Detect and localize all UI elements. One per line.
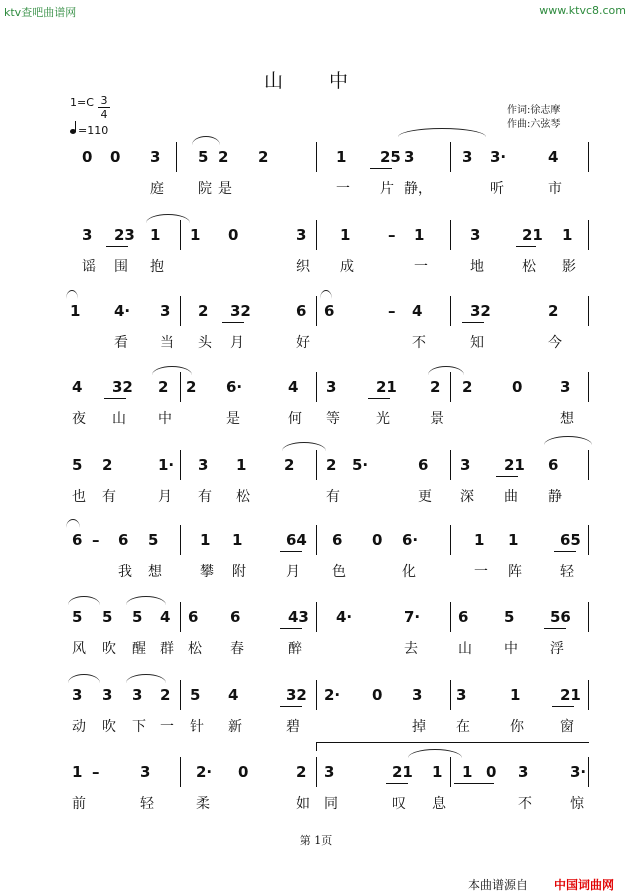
lyric: 有 xyxy=(198,489,212,505)
lyric: 叹 xyxy=(392,796,406,812)
lyric: 看 xyxy=(114,335,128,351)
lyric: 春 xyxy=(230,641,244,657)
beam-underline xyxy=(554,551,576,552)
slur xyxy=(146,214,190,223)
bar-line xyxy=(588,372,589,402)
lyric: 市 xyxy=(548,181,562,197)
note: 32 xyxy=(470,302,491,320)
bar-line xyxy=(316,757,317,787)
tempo-marking xyxy=(70,124,108,137)
lyric: 中 xyxy=(158,411,172,427)
lyric: 织 xyxy=(296,259,310,275)
bar-line xyxy=(450,220,451,250)
lyric: 好 xyxy=(296,335,310,351)
lyric: 想 xyxy=(148,564,162,580)
note: 5 xyxy=(190,686,201,704)
bar-line xyxy=(316,220,317,250)
note: 3 xyxy=(404,148,415,166)
lyric: 去 xyxy=(404,641,418,657)
lyric: 抱 xyxy=(150,259,164,275)
lyric: 曲 xyxy=(504,489,518,505)
lyric: 夜 xyxy=(72,411,86,427)
note: 2· xyxy=(196,763,213,781)
note: 1 xyxy=(562,226,573,244)
note: 5 xyxy=(102,608,113,626)
lyric: 不 xyxy=(518,796,532,812)
bar-line xyxy=(450,757,451,787)
note: 0 xyxy=(486,763,497,781)
note: 32 xyxy=(112,378,133,396)
beam-underline xyxy=(454,783,494,784)
slur xyxy=(192,136,220,145)
note: 1 xyxy=(336,148,347,166)
note: 5 xyxy=(72,456,83,474)
bar-line xyxy=(316,525,317,555)
lyric: 月 xyxy=(158,489,172,505)
tempo-value: =110 xyxy=(78,124,109,137)
note: 2 xyxy=(296,763,307,781)
beam-underline xyxy=(516,246,536,247)
beam-underline xyxy=(280,706,302,707)
bar-line xyxy=(180,450,181,480)
note: 4 xyxy=(160,608,171,626)
lyric: 片 xyxy=(380,181,394,197)
note: 25 xyxy=(380,148,401,166)
lyric: 今 xyxy=(548,335,562,351)
bar-line xyxy=(180,220,181,250)
note: 3 xyxy=(460,456,471,474)
note: 1· xyxy=(158,456,175,474)
lyric: 色 xyxy=(332,564,346,580)
note: 6 xyxy=(72,531,83,549)
note: 4 xyxy=(288,378,299,396)
beam-underline xyxy=(370,168,392,169)
bar-line xyxy=(588,680,589,710)
bar-line xyxy=(180,680,181,710)
lyric: 围 xyxy=(114,259,128,275)
lyric: 动 xyxy=(72,719,86,735)
beam-underline xyxy=(496,476,518,477)
beam-underline xyxy=(368,398,390,399)
lyric: 阵 xyxy=(508,564,522,580)
lyric: 影 xyxy=(562,259,576,275)
lyric: 头 xyxy=(198,335,212,351)
note: – xyxy=(92,763,100,781)
lyric: 何 xyxy=(288,411,302,427)
note: 6 xyxy=(230,608,241,626)
note: 6 xyxy=(548,456,559,474)
lyric: 也 xyxy=(72,489,86,505)
note: 3 xyxy=(296,226,307,244)
slur xyxy=(320,290,332,299)
lyric: 窗 xyxy=(560,719,574,735)
note: – xyxy=(388,226,396,244)
bar-line xyxy=(588,757,589,787)
lyric: 我 xyxy=(118,564,132,580)
lyric: 山 xyxy=(112,411,126,427)
bar-line xyxy=(316,602,317,632)
note: 4· xyxy=(114,302,131,320)
note: 2 xyxy=(430,378,441,396)
lyric: 山 xyxy=(458,641,472,657)
lyric: 有 xyxy=(326,489,340,505)
note: 6 xyxy=(332,531,343,549)
bar-line xyxy=(588,142,589,172)
bar-line xyxy=(316,142,317,172)
note: 1 xyxy=(70,302,81,320)
lyric: 针 xyxy=(190,719,204,735)
note: 1 xyxy=(150,226,161,244)
beam-underline xyxy=(544,628,566,629)
note: 2 xyxy=(102,456,113,474)
lyric: 轻 xyxy=(560,564,574,580)
note: 5 xyxy=(72,608,83,626)
beam-underline xyxy=(106,246,128,247)
time-signature-top: 3 xyxy=(100,94,108,107)
lyric: 新 xyxy=(228,719,242,735)
note: 3 xyxy=(82,226,93,244)
composer-credit: 作曲:六弦琴 xyxy=(507,119,561,130)
beam-underline xyxy=(462,322,484,323)
slur xyxy=(68,674,100,683)
bar-line xyxy=(450,680,451,710)
time-signature-bottom: 4 xyxy=(100,108,108,121)
lyric: 有 xyxy=(102,489,116,505)
lyric: 不 xyxy=(412,335,426,351)
lyric: 息 xyxy=(432,796,446,812)
bar-line xyxy=(588,296,589,326)
watermark-right: www.ktvc8.com xyxy=(539,4,626,17)
volta-bracket xyxy=(316,742,589,751)
note: 23 xyxy=(114,226,135,244)
note: 6 xyxy=(296,302,307,320)
bar-line xyxy=(450,450,451,480)
lyric: 等 xyxy=(326,411,340,427)
score-row xyxy=(0,450,632,510)
note: 2 xyxy=(158,378,169,396)
lyric: 知 xyxy=(470,335,484,351)
beam-underline xyxy=(280,551,302,552)
bar-line xyxy=(588,450,589,480)
note: 6 xyxy=(188,608,199,626)
note: 0 xyxy=(82,148,93,166)
score-row xyxy=(0,372,632,432)
slur xyxy=(152,366,192,375)
lyric: 醉 xyxy=(288,641,302,657)
bar-line xyxy=(588,525,589,555)
note: 3 xyxy=(560,378,571,396)
note: 1 xyxy=(72,763,83,781)
lyric: 中 xyxy=(504,641,518,657)
beam-underline xyxy=(552,706,574,707)
note: 3 xyxy=(72,686,83,704)
lyricist-credit: 作词:徐志摩 xyxy=(507,105,561,116)
lyric: 附 xyxy=(232,564,246,580)
bar-line xyxy=(450,602,451,632)
lyric: 掉 xyxy=(412,719,426,735)
slur xyxy=(282,442,326,451)
lyric: 下 xyxy=(132,719,146,735)
note: 43 xyxy=(288,608,309,626)
note: 64 xyxy=(286,531,307,549)
note: 4 xyxy=(72,378,83,396)
note: 3 xyxy=(102,686,113,704)
score-row xyxy=(0,142,632,202)
beam-underline xyxy=(222,322,244,323)
note: 2 xyxy=(218,148,229,166)
note: 3 xyxy=(518,763,529,781)
note: 2· xyxy=(324,686,341,704)
lyric: 是 xyxy=(218,181,232,197)
lyric: 惊 xyxy=(570,796,584,812)
note: 2 xyxy=(284,456,295,474)
note: 4 xyxy=(228,686,239,704)
note: 1 xyxy=(462,763,473,781)
slur xyxy=(398,128,486,137)
note: 1 xyxy=(190,226,201,244)
beam-underline xyxy=(104,398,126,399)
lyric: 谣 xyxy=(82,259,96,275)
beam-underline xyxy=(280,628,302,629)
note: 6· xyxy=(226,378,243,396)
note: 1 xyxy=(510,686,521,704)
lyric: 月 xyxy=(286,564,300,580)
lyric: 一 xyxy=(336,181,350,197)
lyric: 庭 xyxy=(150,181,164,197)
lyric: 你 xyxy=(510,719,524,735)
bar-line xyxy=(180,602,181,632)
lyric: 柔 xyxy=(196,796,210,812)
note: 0 xyxy=(228,226,239,244)
score-row xyxy=(0,525,632,585)
lyric: 轻 xyxy=(140,796,154,812)
note: 6 xyxy=(418,456,429,474)
bar-line xyxy=(588,602,589,632)
note: 4· xyxy=(336,608,353,626)
slur xyxy=(66,519,80,528)
note: 5 xyxy=(198,148,209,166)
note: 3 xyxy=(324,763,335,781)
note: 3 xyxy=(456,686,467,704)
note: 3 xyxy=(132,686,143,704)
note: 2 xyxy=(548,302,559,320)
lyric: 如 xyxy=(296,796,310,812)
lyric: 想 xyxy=(560,411,574,427)
note: 2 xyxy=(258,148,269,166)
note: 21 xyxy=(504,456,525,474)
slur xyxy=(66,290,78,299)
bar-line xyxy=(450,372,451,402)
bar-line xyxy=(180,525,181,555)
lyric: 成 xyxy=(340,259,354,275)
bar-line xyxy=(180,296,181,326)
note: 4 xyxy=(412,302,423,320)
note: 65 xyxy=(560,531,581,549)
lyric: 化 xyxy=(402,564,416,580)
note: 1 xyxy=(508,531,519,549)
lyric: 攀 xyxy=(200,564,214,580)
note: 3 xyxy=(326,378,337,396)
note: 21 xyxy=(392,763,413,781)
note: 5 xyxy=(504,608,515,626)
note: 3 xyxy=(150,148,161,166)
slur xyxy=(126,596,166,605)
note: 0 xyxy=(512,378,523,396)
note: 2 xyxy=(198,302,209,320)
note: 1 xyxy=(232,531,243,549)
lyric: 静， xyxy=(404,181,432,197)
note: 1 xyxy=(474,531,485,549)
lyric: 风 xyxy=(72,641,86,657)
note: 21 xyxy=(376,378,397,396)
lyric: 深 xyxy=(460,489,474,505)
note: 0 xyxy=(372,531,383,549)
score-row xyxy=(0,296,632,356)
note: 4 xyxy=(548,148,559,166)
lyric: 在 xyxy=(456,719,470,735)
lyric: 群 xyxy=(160,641,174,657)
note: – xyxy=(92,531,100,549)
lyric: 吹 xyxy=(102,719,116,735)
note: 3· xyxy=(490,148,507,166)
note: 2 xyxy=(160,686,171,704)
lyric: 当 xyxy=(160,335,174,351)
note: 2 xyxy=(326,456,337,474)
note: 0 xyxy=(110,148,121,166)
note: 32 xyxy=(230,302,251,320)
score-row xyxy=(0,220,632,280)
note: 3 xyxy=(198,456,209,474)
note: – xyxy=(388,302,396,320)
lyric: 同 xyxy=(324,796,338,812)
note: 7· xyxy=(404,608,421,626)
bar-line xyxy=(450,525,451,555)
lyric: 景 xyxy=(430,411,444,427)
bar-line xyxy=(450,296,451,326)
note: 1 xyxy=(236,456,247,474)
note: 1 xyxy=(432,763,443,781)
lyric: 静 xyxy=(548,489,562,505)
page-number: 第 1页 xyxy=(299,834,333,847)
slur xyxy=(428,366,464,375)
note: 1 xyxy=(414,226,425,244)
bar-line xyxy=(316,450,317,480)
note: 3 xyxy=(462,148,473,166)
bar-line xyxy=(450,142,451,172)
bar-line xyxy=(316,296,317,326)
lyric: 吹 xyxy=(102,641,116,657)
bar-line xyxy=(316,680,317,710)
note: 6 xyxy=(118,531,129,549)
note: 2 xyxy=(186,378,197,396)
lyric: 松 xyxy=(188,641,202,657)
slur xyxy=(68,596,100,605)
note: 1 xyxy=(200,531,211,549)
key-signature: 1=C xyxy=(70,96,94,109)
note: 3 xyxy=(140,763,151,781)
note: 1 xyxy=(340,226,351,244)
source-site-link[interactable]: 中国词曲网 xyxy=(554,878,615,892)
note: 0 xyxy=(372,686,383,704)
beam-underline xyxy=(386,783,408,784)
time-signature xyxy=(98,94,110,121)
note: 3 xyxy=(160,302,171,320)
note: 0 xyxy=(238,763,249,781)
bar-line xyxy=(176,142,177,172)
lyric: 松 xyxy=(236,489,250,505)
lyric: 月 xyxy=(230,335,244,351)
lyric: 一 xyxy=(414,259,428,275)
note: 6 xyxy=(324,302,335,320)
lyric: 地 xyxy=(470,259,484,275)
note: 21 xyxy=(522,226,543,244)
lyric: 院 xyxy=(198,181,212,197)
lyric: 是 xyxy=(226,411,240,427)
note: 6 xyxy=(458,608,469,626)
lyric: 光 xyxy=(376,411,390,427)
note: 3 xyxy=(412,686,423,704)
note: 3 xyxy=(470,226,481,244)
bar-line xyxy=(316,372,317,402)
lyric: 前 xyxy=(72,796,86,812)
slur xyxy=(126,674,166,683)
slur xyxy=(544,436,592,445)
note: 21 xyxy=(560,686,581,704)
note: 56 xyxy=(550,608,571,626)
lyric: 醒 xyxy=(132,641,146,657)
note: 5· xyxy=(352,456,369,474)
note: 6· xyxy=(402,531,419,549)
lyric: 更 xyxy=(418,489,432,505)
score-row xyxy=(0,602,632,662)
lyric: 一 xyxy=(474,564,488,580)
lyric: 松 xyxy=(522,259,536,275)
song-title: 山 中 xyxy=(263,70,369,92)
lyric: 浮 xyxy=(550,641,564,657)
note: 32 xyxy=(286,686,307,704)
score-row xyxy=(0,757,632,817)
lyric: 碧 xyxy=(286,719,300,735)
bar-line xyxy=(180,372,181,402)
quarter-note-icon xyxy=(70,129,76,134)
score-row xyxy=(0,680,632,740)
note: 2 xyxy=(462,378,473,396)
bar-line xyxy=(588,220,589,250)
note: 3· xyxy=(570,763,587,781)
watermark-left: ktv查吧曲谱网 xyxy=(4,6,77,19)
lyric: 一 xyxy=(160,719,174,735)
bar-line xyxy=(180,757,181,787)
source-label: 本曲谱源自 xyxy=(468,878,529,892)
lyric: 听 xyxy=(490,181,504,197)
note: 5 xyxy=(132,608,143,626)
note: 5 xyxy=(148,531,159,549)
